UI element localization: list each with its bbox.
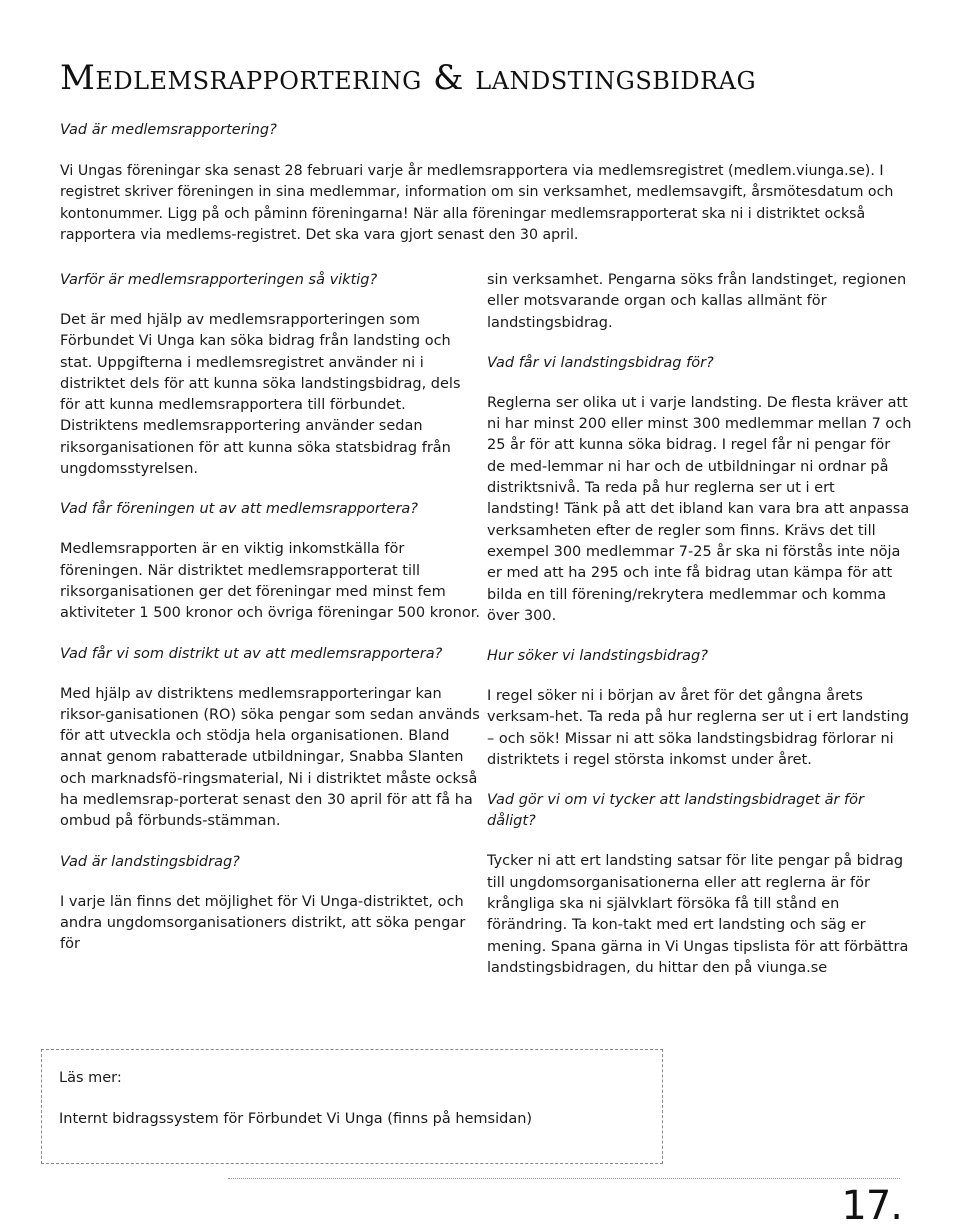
section-paragraph: Med hjälp av distriktens medlemsrapporteringar kan riksor-ganisationen (RO) söka pengar som sedan används för att utveckla och stödja hela organisationen. Bland annat genom rabatterade utbildningar, Snabba Slanten och marknadsfö-ringsmaterial, Ni i distriktet måste också ha medlemsrap-porterat senast den 30 april för att få ha ombud på förbunds-stämman. bbox=[60, 685, 480, 830]
section-paragraph: Medlemsrapporten är en viktig inkomstkälla för föreningen. När distriktet medlemsrapporterat till riksorganisationen ger det föreningar med minst fem aktiviteter 1 500 kronor och övriga föreningar 500 kronor. bbox=[60, 541, 480, 622]
footer-divider bbox=[228, 1178, 900, 1179]
intro-paragraph: Vi Ungas föreningar ska senast 28 februari varje år medlemsrapportera via medlemsregistret (medlem.viunga.se). I registret skriver föreningen in sina medlemmar, information om sin verksamhet, medlemsavgift, årsmötesdatum och kontonummer. Ligg på och påminn föreningarna! När alla föreningar medlemsrapporterat ska ni i distriktet också rapportera via medlems-registret. Det ska vara gjort senast den 30 april. bbox=[60, 163, 894, 243]
section-question: Vad får vi landstingsbidrag för? bbox=[487, 354, 714, 371]
page-title: Medlemsrapportering & landstingsbidrag bbox=[60, 58, 757, 98]
section-question: Varför är medlemsrapporteringen så viktig? bbox=[60, 272, 378, 288]
section-question: Hur söker vi landstingsbidrag? bbox=[487, 648, 708, 665]
page-number: 17. bbox=[841, 1183, 902, 1229]
section-question: Vad får föreningen ut av att medlemsrapportera? bbox=[60, 501, 418, 518]
intro-question: Vad är medlemsrapportering? bbox=[60, 122, 277, 138]
section-question: Vad gör vi om vi tycker att landstingsbidraget är för dåligt? bbox=[487, 792, 864, 830]
section-question: Vad är landstingsbidrag? bbox=[60, 853, 240, 870]
section-paragraph: Det är med hjälp av medlemsrapporteringen som Förbundet Vi Unga kan söka bidrag från landsting och stat. Uppgifterna i medlemsregistret använder ni i distriktet dels för att kunna söka landstingsbidrag, dels för att kunna medlemsrapportera till förbundet. Distriktens medlemsrapportering använder sedan riksorganisationen för att kunna söka statsbidrag från ungdomsstyrelsen. bbox=[60, 312, 461, 478]
left-column bbox=[60, 270, 480, 975]
section-paragraph: I regel söker ni i början av året för det gångna årets verksam-het. Ta reda på hur reglerna ser ut i ert landsting – och sök! Missar ni att söka landstingsbidrag förlorar ni distriktets i regel största inkomst under året. bbox=[487, 688, 909, 769]
read-more-box bbox=[41, 1049, 663, 1164]
read-more-label: Läs mer: bbox=[59, 1070, 122, 1086]
section-question: Vad får vi som distrikt ut av att medlemsrapportera? bbox=[60, 645, 443, 662]
section-paragraph: Tycker ni att ert landsting satsar för lite pengar på bidrag till ungdomsorganisationerna eller att reglerna är för krångliga ska ni självklart försöka få till stånd en förändring. Ta kon-takt med ert landsting och säg er mening. Spana gärna in Vi Ungas tipslista för att förbättra landstingsbidragen, du hittar den på viunga.se bbox=[487, 853, 909, 976]
section-paragraph: Reglerna ser olika ut i varje landsting. De flesta kräver att ni har minst 200 eller minst 300 medlemmar mellan 7 och 25 år för att kunna söka bidrag. I regel får ni pengar för de med-lemmar ni har och de utbildningar ni ordnar på distriktsnivå. Ta reda på hur reglerna ser ut i ert landsting! Tänk på att det ibland kan vara bra att anpassa verksamheten efter de regler som finns. Krävs det till exempel 300 medlemmar 7-25 år ska ni förstås inte nöja er med att ha 295 och inte få bidrag utan kämpa för att bilda en till förening/rekrytera medlemmar och komma över 300. bbox=[487, 394, 912, 624]
right-column bbox=[487, 270, 912, 998]
section-paragraph: I varje län finns det möjlighet för Vi Unga-distriktet, och andra ungdomsorganisationers distrikt, att söka pengar för bbox=[60, 893, 466, 953]
read-more-link[interactable]: Internt bidragssystem för Förbundet Vi Unga (finns på hemsidan) bbox=[59, 1111, 533, 1127]
continued-paragraph: sin verksamhet. Pengarna söks från landstinget, regionen eller motsvarande organ och kallas allmänt för landstingsbidrag. bbox=[487, 272, 907, 331]
